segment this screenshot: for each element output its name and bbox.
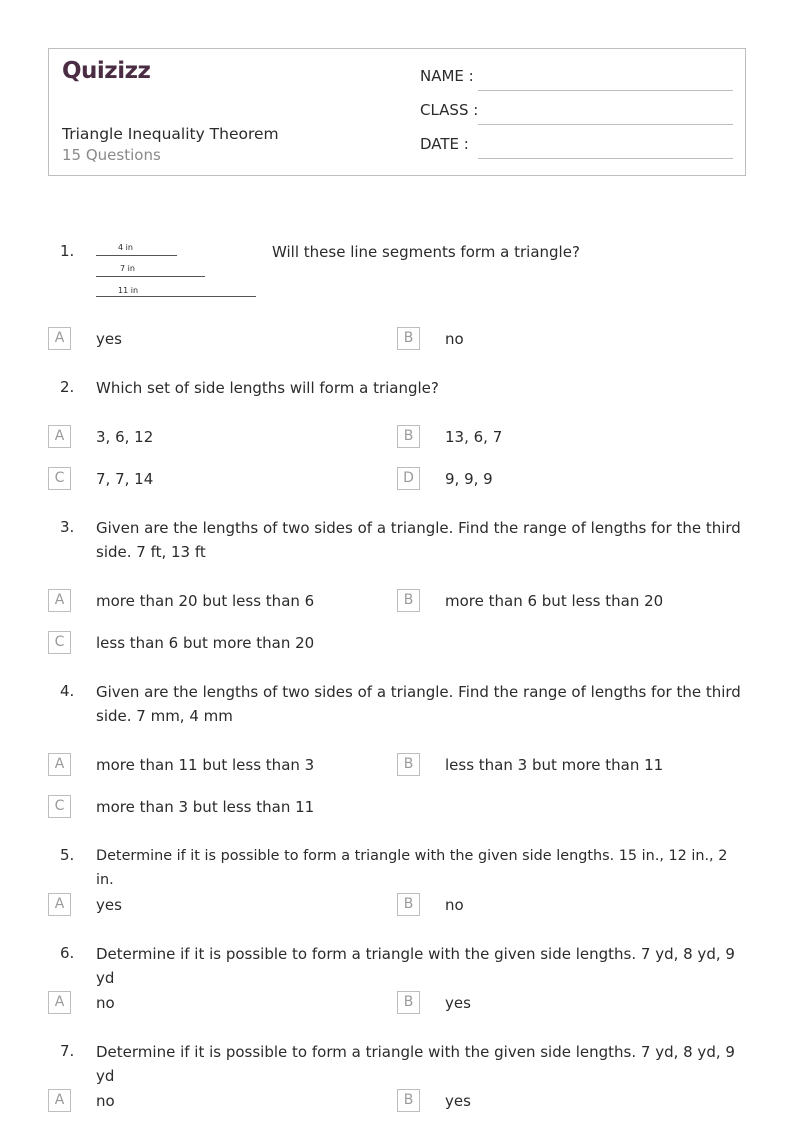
option-letter[interactable]: B <box>397 589 420 612</box>
question-text: Will these line segments form a triangle? <box>272 243 580 261</box>
question-text: Which set of side lengths will form a triangle? <box>96 379 439 397</box>
date-line[interactable] <box>478 158 733 159</box>
option-letter[interactable]: A <box>48 991 71 1014</box>
option-letter[interactable]: A <box>48 893 71 916</box>
question-text: Determine if it is possible to form a triangle with the given side lengths. 7 yd, 8 yd, 9 yd <box>96 1043 735 1085</box>
class-label: CLASS : <box>420 101 479 119</box>
segment-label: 4 in <box>118 243 133 252</box>
option-letter[interactable]: B <box>397 1089 420 1112</box>
question-number: 6. <box>60 944 75 962</box>
segment-line <box>96 276 205 277</box>
date-label: DATE : <box>420 135 469 153</box>
question-number: 3. <box>60 518 75 536</box>
option-letter[interactable]: A <box>48 753 71 776</box>
name-line[interactable] <box>478 90 733 91</box>
option-text[interactable]: more than 20 but less than 6 <box>96 592 315 610</box>
worksheet-header <box>48 48 746 176</box>
option-letter[interactable]: D <box>397 467 420 490</box>
option-letter[interactable]: C <box>48 631 71 654</box>
option-letter[interactable]: B <box>397 991 420 1014</box>
question-number: 2. <box>60 378 75 396</box>
option-text[interactable]: 3, 6, 12 <box>96 428 154 446</box>
option-letter[interactable]: B <box>397 327 420 350</box>
option-letter[interactable]: A <box>48 589 71 612</box>
option-letter[interactable]: C <box>48 795 71 818</box>
option-letter[interactable]: A <box>48 327 71 350</box>
date-field[interactable] <box>420 135 733 159</box>
option-text[interactable]: yes <box>96 896 122 914</box>
name-field[interactable] <box>420 67 733 91</box>
option-letter[interactable]: B <box>397 893 420 916</box>
option-text[interactable]: yes <box>96 330 122 348</box>
option-text[interactable]: no <box>96 1092 115 1110</box>
option-letter[interactable]: B <box>397 753 420 776</box>
option-text[interactable]: yes <box>445 1092 471 1110</box>
option-letter[interactable]: A <box>48 1089 71 1112</box>
question-text: Determine if it is possible to form a triangle with the given side lengths. 7 yd, 8 yd, 9 yd <box>96 945 735 987</box>
option-text[interactable]: more than 3 but less than 11 <box>96 798 315 816</box>
option-text[interactable]: more than 11 but less than 3 <box>96 756 315 774</box>
option-text[interactable]: no <box>96 994 115 1012</box>
name-label: NAME : <box>420 67 474 85</box>
option-text[interactable]: no <box>445 330 464 348</box>
question-text: Given are the lengths of two sides of a triangle. Find the range of lengths for the third side. 7 ft, 13 ft <box>96 519 741 561</box>
question-number: 7. <box>60 1042 75 1060</box>
option-text[interactable]: yes <box>445 994 471 1012</box>
question-number: 5. <box>60 846 75 864</box>
option-letter[interactable]: C <box>48 467 71 490</box>
worksheet-title: Triangle Inequality Theorem <box>62 125 279 143</box>
segment-label: 7 in <box>120 264 135 273</box>
option-letter[interactable]: B <box>397 425 420 448</box>
option-text[interactable]: 9, 9, 9 <box>445 470 493 488</box>
question-number: 4. <box>60 682 75 700</box>
option-text[interactable]: less than 6 but more than 20 <box>96 634 315 652</box>
option-text[interactable]: no <box>445 896 464 914</box>
question-count: 15 Questions <box>62 146 161 164</box>
option-text[interactable]: 13, 6, 7 <box>445 428 503 446</box>
segment-line <box>96 296 256 297</box>
class-field[interactable] <box>420 101 733 125</box>
class-line[interactable] <box>478 124 733 125</box>
option-text[interactable]: more than 6 but less than 20 <box>445 592 664 610</box>
segment-label: 11 in <box>118 286 139 295</box>
question-text: Given are the lengths of two sides of a triangle. Find the range of lengths for the third side. 7 mm, 4 mm <box>96 683 741 725</box>
question-number: 1. <box>60 242 75 260</box>
option-text[interactable]: less than 3 but more than 11 <box>445 756 664 774</box>
option-text[interactable]: 7, 7, 14 <box>96 470 154 488</box>
option-letter[interactable]: A <box>48 425 71 448</box>
quizizz-logo: Quizizz <box>62 58 151 84</box>
segment-line <box>96 255 177 256</box>
question-text: Determine if it is possible to form a triangle with the given side lengths. 15 in., 12 in., 2 in. <box>96 848 728 888</box>
